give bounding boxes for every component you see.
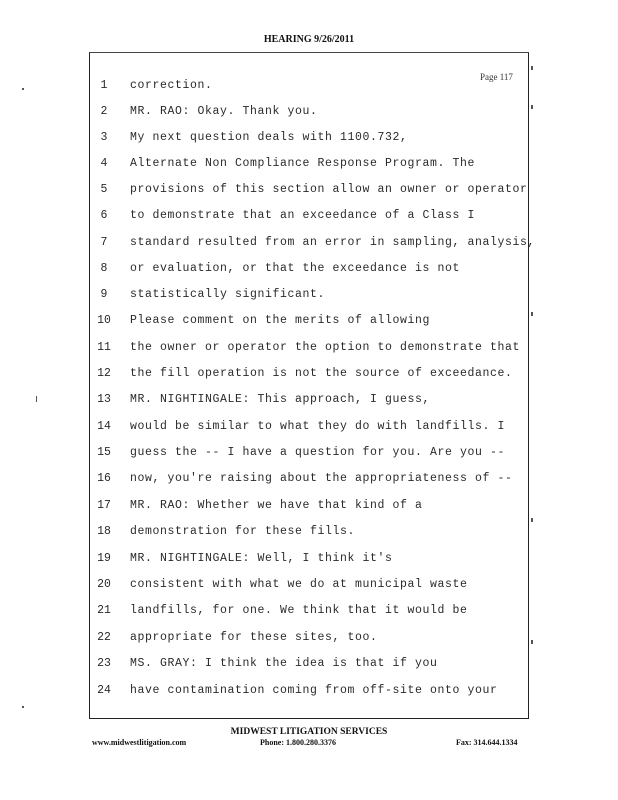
line-text: standard resulted from an error in sampling, analysis, [130, 236, 536, 249]
line-number: 11 [97, 341, 111, 354]
transcript-line [92, 444, 522, 462]
page-number: Page 117 [480, 72, 513, 82]
transcript-line [92, 234, 536, 252]
line-text: Please comment on the merits of allowing [130, 314, 431, 327]
transcript-line [92, 103, 522, 121]
line-text: consistent with what we do at municipal waste [130, 578, 468, 591]
transcript-line [92, 629, 522, 647]
transcript-line [92, 602, 522, 620]
line-text: landfills, for one. We think that it would be [130, 604, 468, 617]
line-number: 2 [100, 105, 108, 118]
line-number: 14 [97, 420, 111, 433]
transcript-line [92, 181, 528, 199]
line-number: 17 [97, 499, 111, 512]
line-text: Alternate Non Compliance Response Program. The [130, 157, 476, 170]
line-text: appropriate for these sites, too. [130, 631, 378, 644]
transcript-line [92, 576, 522, 594]
line-number: 16 [97, 472, 111, 485]
line-number: 24 [97, 684, 111, 697]
line-text: MR. RAO: Okay. Thank you. [130, 105, 318, 118]
scan-artifact [531, 312, 533, 316]
line-number: 15 [97, 446, 111, 459]
scan-artifact [36, 396, 37, 402]
line-text: the fill operation is not the source of exceedance. [130, 367, 513, 380]
footer-company-name: MIDWEST LITIGATION SERVICES [230, 727, 388, 737]
transcript-line [92, 470, 522, 488]
line-text: correction. [130, 79, 213, 92]
transcript-line [92, 260, 522, 278]
transcript-line [92, 391, 522, 409]
scan-artifact [531, 105, 533, 109]
page-header-title: HEARING 9/26/2011 [263, 34, 355, 45]
line-text: statistically significant. [130, 288, 326, 301]
footer-website: www.midwestlitigation.com [92, 738, 187, 747]
frame-top-rule [89, 52, 529, 53]
line-text: would be similar to what they do with landfills. I [130, 420, 506, 433]
line-number: 12 [97, 367, 111, 380]
line-number: 5 [100, 183, 108, 196]
line-number: 9 [100, 288, 108, 301]
line-number: 3 [100, 131, 108, 144]
scan-artifact [531, 640, 533, 644]
scan-artifact [22, 706, 24, 708]
line-number: 7 [100, 236, 108, 249]
line-number: 10 [97, 314, 111, 327]
scan-artifact [22, 88, 24, 90]
line-text: MR. RAO: Whether we have that kind of a [130, 499, 423, 512]
line-text: guess the -- I have a question for you. Are you -- [130, 446, 506, 459]
transcript-line [92, 77, 522, 95]
line-number: 23 [97, 657, 111, 670]
transcript-line [92, 550, 522, 568]
transcript-line [92, 155, 522, 173]
transcript-line [92, 418, 522, 436]
line-number: 19 [97, 552, 111, 565]
line-number: 21 [97, 604, 111, 617]
line-text: MR. NIGHTINGALE: This approach, I guess, [130, 393, 431, 406]
transcript-line [92, 339, 522, 357]
line-text: My next question deals with 1100.732, [130, 131, 408, 144]
line-text: MS. GRAY: I think the idea is that if you [130, 657, 438, 670]
line-text: provisions of this section allow an owner or operator [130, 183, 528, 196]
transcript-line [92, 129, 522, 147]
transcript-line [92, 682, 522, 700]
line-number: 8 [100, 262, 108, 275]
line-text: MR. NIGHTINGALE: Well, I think it's [130, 552, 393, 565]
line-number: 20 [97, 578, 111, 591]
line-number: 6 [100, 209, 108, 222]
line-number: 18 [97, 525, 111, 538]
line-text: now, you're raising about the appropriateness of -- [130, 472, 513, 485]
transcript-line [92, 523, 522, 541]
transcript-line [92, 286, 522, 304]
line-number: 13 [97, 393, 111, 406]
scan-artifact [531, 518, 533, 522]
transcript-line [92, 497, 522, 515]
transcript-line [92, 365, 522, 383]
transcript-line [92, 207, 522, 225]
line-number: 22 [97, 631, 111, 644]
line-text: to demonstrate that an exceedance of a Class I [130, 209, 476, 222]
line-text: or evaluation, or that the exceedance is not [130, 262, 461, 275]
footer-phone: Phone: 1.800.280.3376 [260, 738, 336, 747]
line-text: have contamination coming from off-site onto your [130, 684, 498, 697]
line-number: 4 [100, 157, 108, 170]
line-text: demonstration for these fills. [130, 525, 356, 538]
footer-fax: Fax: 314.644.1334 [456, 738, 518, 747]
line-text: the owner or operator the option to demonstrate that [130, 341, 521, 354]
scan-artifact [531, 66, 533, 70]
line-number: 1 [100, 79, 108, 92]
transcript-line [92, 312, 522, 330]
transcript-line [92, 655, 522, 673]
